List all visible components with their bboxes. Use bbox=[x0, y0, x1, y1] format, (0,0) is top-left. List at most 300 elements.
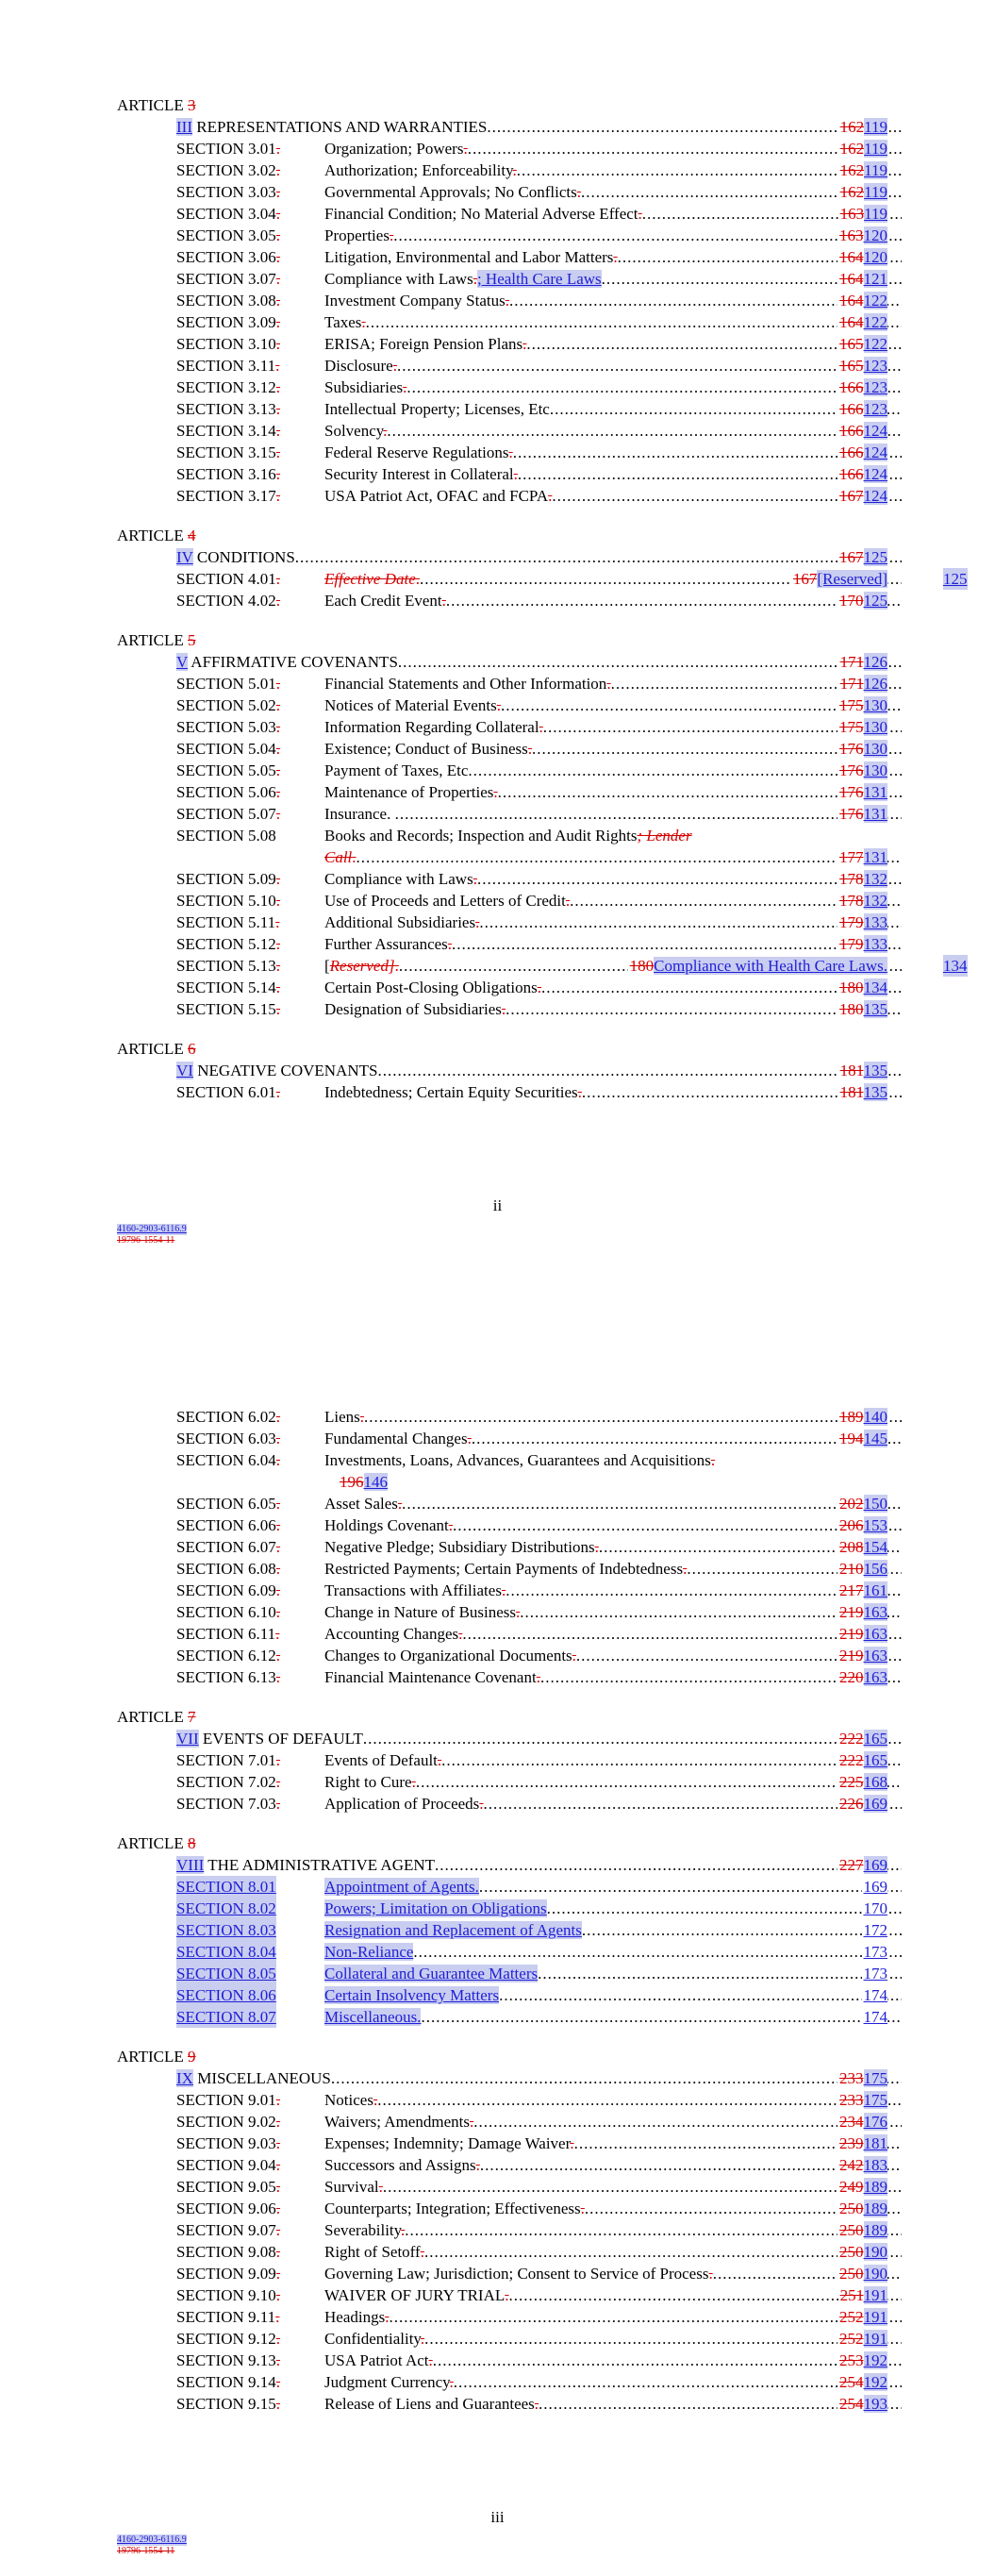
article-heading[interactable] bbox=[0, 546, 995, 568]
toc-entry[interactable] bbox=[0, 333, 995, 355]
section-number: SECTION 3.08. bbox=[176, 292, 281, 309]
section-title: Transactions with Affiliates. ..... bbox=[324, 1580, 902, 1601]
article-block bbox=[0, 2046, 995, 2415]
page-number: ii bbox=[492, 1196, 503, 1214]
section-title: Release of Liens and Guarantees. ..... bbox=[324, 2393, 902, 2415]
article-title: V AFFIRMATIVE COVENANTS ..... bbox=[176, 651, 902, 673]
page-ref: 210156 bbox=[839, 1560, 887, 1578]
page-ref: 219163 bbox=[839, 1603, 887, 1621]
side-page-ref: 134 bbox=[943, 957, 968, 975]
section-number: SECTION 3.06. bbox=[176, 248, 281, 266]
section-number: SECTION 3.16. bbox=[176, 465, 281, 483]
article-title: IV CONDITIONS ..... bbox=[176, 546, 902, 568]
section-number: SECTION 9.06. bbox=[176, 2200, 281, 2217]
article-label: ARTICLE 5 bbox=[117, 631, 196, 649]
toc-entry[interactable] bbox=[0, 1749, 995, 1771]
page-ref: 189140 bbox=[839, 1408, 887, 1426]
toc-entry[interactable] bbox=[0, 868, 995, 890]
section-title: ERISA; Foreign Pension Plans. ..... bbox=[324, 333, 902, 355]
page-ref: 254193 bbox=[839, 2395, 887, 2413]
page-ref: 181135 bbox=[839, 1062, 887, 1079]
section-number: SECTION 5.13. bbox=[176, 957, 281, 975]
section-title: Right of Setoff. ..... bbox=[324, 2241, 902, 2263]
toc-entry[interactable] bbox=[0, 1428, 995, 1449]
toc-entry[interactable] bbox=[0, 2393, 995, 2415]
section-number: SECTION 6.11. bbox=[176, 1625, 280, 1643]
section-title: Liens. ..... bbox=[324, 1406, 902, 1428]
toc-entry[interactable] bbox=[0, 1493, 995, 1514]
section-title: WAIVER OF JURY TRIAL. ..... bbox=[324, 2284, 902, 2306]
page-ref: 174 bbox=[863, 2008, 887, 2026]
section-title: Compliance with Laws. ..... bbox=[324, 868, 902, 890]
toc-entry[interactable] bbox=[0, 803, 995, 825]
section-number: SECTION 3.01. bbox=[176, 140, 281, 158]
section-title: Restricted Payments; Certain Payments of Indebtedness. ..... bbox=[324, 1558, 902, 1580]
section-number: SECTION 3.02. bbox=[176, 161, 281, 179]
toc-entry-continued[interactable] bbox=[0, 1471, 995, 1493]
page-ref: 180134 bbox=[839, 979, 887, 996]
section-number: SECTION 5.01. bbox=[176, 675, 281, 693]
page-ref: 166124 bbox=[839, 443, 887, 461]
section-title: Notices. ..... bbox=[324, 2089, 902, 2111]
page-ref: 175130 bbox=[839, 718, 887, 736]
page-ref: 219163 bbox=[839, 1625, 887, 1643]
toc-entry[interactable] bbox=[0, 463, 995, 485]
page-ref: 254192 bbox=[839, 2373, 887, 2391]
section-title: Books and Records; Inspection and Audit Rights; Lender bbox=[324, 827, 692, 845]
section-title: Asset Sales. ..... bbox=[324, 1493, 902, 1514]
section-title: Severability. ..... bbox=[324, 2219, 902, 2241]
page-ref: 250190 bbox=[839, 2265, 887, 2283]
article-heading[interactable] bbox=[0, 1060, 995, 1081]
section-number: SECTION 7.02. bbox=[176, 1773, 281, 1791]
section-title: Financial Statements and Other Information. ..... bbox=[324, 673, 902, 694]
page-ref: 170125 bbox=[839, 592, 887, 610]
section-title: Organization; Powers. ..... bbox=[324, 138, 902, 159]
toc-entry[interactable] bbox=[0, 225, 995, 246]
section-title: Authorization; Enforceability. ..... bbox=[324, 159, 902, 181]
page-ref: 162119 bbox=[839, 161, 887, 179]
section-title: Waivers; Amendments. ..... bbox=[324, 2111, 902, 2133]
article-label: ARTICLE 6 bbox=[117, 1040, 196, 1058]
toc-page-ii bbox=[0, 94, 995, 1121]
toc-entry[interactable] bbox=[0, 781, 995, 803]
page-ref: 180Compliance with Health Care Laws. bbox=[629, 957, 887, 975]
page-ref: 179133 bbox=[839, 935, 887, 953]
page-ref: 173 bbox=[863, 1943, 887, 1961]
section-number: SECTION 6.05. bbox=[176, 1495, 281, 1513]
toc-entry[interactable] bbox=[0, 738, 995, 760]
toc-entry[interactable] bbox=[0, 268, 995, 290]
toc-entry[interactable] bbox=[0, 590, 995, 611]
article-block bbox=[0, 1832, 995, 2028]
page-ref: 222165 bbox=[839, 1730, 887, 1748]
page-ref: 169 bbox=[863, 1878, 887, 1896]
toc-entry[interactable] bbox=[0, 1514, 995, 1536]
section-title: Properties. ..... bbox=[324, 225, 902, 246]
section-title: Federal Reserve Regulations. ..... bbox=[324, 442, 902, 463]
section-number: SECTION 4.02. bbox=[176, 592, 281, 610]
section-title: Certain Insolvency Matters ..... bbox=[324, 1984, 902, 2006]
toc-entry[interactable] bbox=[0, 1623, 995, 1645]
section-number: SECTION 9.05. bbox=[176, 2178, 281, 2196]
section-number: SECTION 9.11. bbox=[176, 2308, 280, 2326]
page-ref: 239181 bbox=[839, 2134, 887, 2152]
toc-entry[interactable] bbox=[0, 398, 995, 420]
page-ref: 176131 bbox=[839, 805, 887, 823]
toc-entry[interactable] bbox=[0, 1081, 995, 1103]
section-number: SECTION 6.03. bbox=[176, 1430, 281, 1447]
toc-entry[interactable] bbox=[0, 933, 995, 955]
section-title: Events of Default. ..... bbox=[324, 1749, 902, 1771]
section-title: Successors and Assigns. ..... bbox=[324, 2154, 902, 2176]
section-number: SECTION 3.09. bbox=[176, 313, 281, 331]
page-ref: 176130 bbox=[839, 761, 887, 779]
section-number: SECTION 9.07. bbox=[176, 2221, 281, 2239]
toc-entry-inserted[interactable] bbox=[0, 1898, 995, 1919]
section-number: SECTION 5.09. bbox=[176, 870, 281, 888]
page-ref: 176131 bbox=[839, 783, 887, 801]
page-ref: 163119 bbox=[839, 205, 887, 223]
page-ref: 172 bbox=[863, 1921, 887, 1939]
section-number: SECTION 9.09. bbox=[176, 2265, 281, 2283]
section-title: Expenses; Indemnity; Damage Waiver. ..... bbox=[324, 2133, 902, 2154]
page-ref: 206153 bbox=[839, 1516, 887, 1534]
section-number: SECTION 6.07. bbox=[176, 1538, 281, 1556]
section-number: SECTION 8.03 bbox=[176, 1921, 276, 1939]
article-heading[interactable] bbox=[0, 116, 995, 138]
page-ref: 163120 bbox=[839, 226, 887, 244]
page-ref: 178132 bbox=[839, 892, 887, 910]
toc-entry[interactable] bbox=[0, 1580, 995, 1601]
page-ref: 196146 bbox=[340, 1473, 388, 1491]
section-title: Appointment of Agents. ..... bbox=[324, 1876, 902, 1898]
toc-entry[interactable] bbox=[0, 2111, 995, 2133]
section-number: SECTION 8.05 bbox=[176, 1965, 276, 1982]
page-ref: 220163 bbox=[839, 1668, 887, 1686]
section-number: SECTION 3.05. bbox=[176, 226, 281, 244]
section-title: Additional Subsidiaries. ..... bbox=[324, 912, 902, 933]
document-stamp: 4160-2903-6116.9 19796-1554-11 bbox=[117, 1224, 187, 1246]
section-number: SECTION 3.15. bbox=[176, 443, 281, 461]
article-block bbox=[0, 94, 995, 507]
page-ref: 175130 bbox=[839, 696, 887, 714]
section-number: SECTION 9.01. bbox=[176, 2091, 281, 2109]
article-label: ARTICLE 9 bbox=[117, 2048, 196, 2066]
section-number: SECTION 9.13. bbox=[176, 2351, 281, 2369]
section-number: SECTION 3.11. bbox=[176, 357, 280, 375]
article-label: ARTICLE 3 bbox=[117, 96, 196, 114]
page-ref: 233175 bbox=[839, 2091, 887, 2109]
page-ref: 249189 bbox=[839, 2178, 887, 2196]
page-ref: 164120 bbox=[839, 248, 887, 266]
toc-entry[interactable] bbox=[0, 955, 995, 977]
toc-entry[interactable] bbox=[0, 1793, 995, 1815]
page-ref: 171126 bbox=[839, 653, 887, 671]
section-number: SECTION 3.04. bbox=[176, 205, 281, 223]
section-title: Governing Law; Jurisdiction; Consent to Service of Process. ..... bbox=[324, 2263, 902, 2284]
page-ref: 251191 bbox=[839, 2286, 887, 2304]
section-number: SECTION 6.04. bbox=[176, 1451, 281, 1469]
section-title: Powers; Limitation on Obligations ..... bbox=[324, 1898, 902, 1919]
section-title: Accounting Changes. ..... bbox=[324, 1623, 902, 1645]
section-title: Taxes. ..... bbox=[324, 311, 902, 333]
toc-entry[interactable] bbox=[0, 203, 995, 225]
section-title: Further Assurances. ..... bbox=[324, 933, 902, 955]
section-number: SECTION 5.04. bbox=[176, 740, 281, 758]
section-title: Application of Proceeds. ..... bbox=[324, 1793, 902, 1815]
section-number: SECTION 6.06. bbox=[176, 1516, 281, 1534]
article-heading[interactable] bbox=[0, 2067, 995, 2089]
page-ref: 174 bbox=[863, 1986, 887, 2004]
toc-entry[interactable] bbox=[0, 1558, 995, 1580]
toc-entry[interactable] bbox=[0, 1771, 995, 1793]
toc-entry-continued[interactable] bbox=[0, 846, 995, 868]
section-title: Notices of Material Events. ..... bbox=[324, 694, 902, 716]
toc-entry[interactable] bbox=[0, 912, 995, 933]
page-ref: 166124 bbox=[839, 422, 887, 440]
page-ref: 170 bbox=[863, 1899, 887, 1917]
article-label: ARTICLE 4 bbox=[117, 527, 196, 544]
section-title: Non-Reliance ..... bbox=[324, 1941, 902, 1963]
page-ref: 164122 bbox=[839, 292, 887, 309]
toc-entry[interactable] bbox=[0, 290, 995, 311]
section-number: SECTION 3.10. bbox=[176, 335, 281, 353]
toc-entry[interactable] bbox=[0, 2219, 995, 2241]
toc-entry-inserted[interactable] bbox=[0, 1919, 995, 1941]
section-title: Collateral and Guarantee Matters ..... bbox=[324, 1963, 902, 1984]
section-number: SECTION 3.17. bbox=[176, 487, 281, 505]
page-ref: 222165 bbox=[839, 1751, 887, 1769]
toc-entry[interactable] bbox=[0, 2154, 995, 2176]
section-title: Designation of Subsidiaries. ..... bbox=[324, 998, 902, 1020]
section-number: SECTION 7.01. bbox=[176, 1751, 281, 1769]
section-title: Resignation and Replacement of Agents ..... bbox=[324, 1919, 902, 1941]
page-ref: 252191 bbox=[839, 2308, 887, 2326]
toc-entry[interactable] bbox=[0, 825, 995, 846]
section-title: Right to Cure. ..... bbox=[324, 1771, 902, 1793]
toc-entry[interactable] bbox=[0, 1601, 995, 1623]
section-title: Holdings Covenant. ..... bbox=[324, 1514, 902, 1536]
toc-entry[interactable] bbox=[0, 890, 995, 912]
section-number: SECTION 9.08. bbox=[176, 2243, 281, 2261]
page-ref: 242183 bbox=[839, 2156, 887, 2174]
section-title: Compliance with Laws.; Health Care Laws ..... bbox=[324, 268, 902, 290]
article-title: VII EVENTS OF DEFAULT ..... bbox=[176, 1728, 902, 1749]
section-number: SECTION 3.13. bbox=[176, 400, 281, 418]
page-ref: 171126 bbox=[839, 675, 887, 693]
page-ref: 252191 bbox=[839, 2330, 887, 2348]
page-ref: 165123 bbox=[839, 357, 887, 375]
toc-entry[interactable] bbox=[0, 442, 995, 463]
article-title: IX MISCELLANEOUS ..... bbox=[176, 2067, 902, 2089]
toc-entry[interactable] bbox=[0, 1406, 995, 1428]
toc-entry[interactable] bbox=[0, 1449, 995, 1471]
toc-entry[interactable] bbox=[0, 716, 995, 738]
section-title: Subsidiaries. ..... bbox=[324, 376, 902, 398]
toc-entry[interactable] bbox=[0, 420, 995, 442]
page-ref: 164122 bbox=[839, 313, 887, 331]
section-number: SECTION 5.14. bbox=[176, 979, 281, 996]
toc-entry[interactable] bbox=[0, 311, 995, 333]
toc-entry[interactable] bbox=[0, 2133, 995, 2154]
section-number: SECTION 5.03. bbox=[176, 718, 281, 736]
page-ref: 167124 bbox=[839, 487, 887, 505]
toc-entry[interactable] bbox=[0, 1536, 995, 1558]
toc-entry[interactable] bbox=[0, 760, 995, 781]
page-ref: 217161 bbox=[839, 1581, 887, 1599]
toc-entry-inserted[interactable] bbox=[0, 2006, 995, 2028]
page-ref: 167125 bbox=[839, 548, 887, 566]
document-stamp: 4160-2903-6116.9 19796-1554-11 bbox=[117, 2534, 187, 2556]
section-title: Effective Date. ..... bbox=[324, 568, 902, 590]
article-block bbox=[0, 1706, 995, 1815]
section-number: SECTION 6.13. bbox=[176, 1668, 281, 1686]
toc-entry-inserted[interactable] bbox=[0, 1941, 995, 1963]
toc-entry[interactable] bbox=[0, 998, 995, 1020]
section-title: Negative Pledge; Subsidiary Distributions. ..... bbox=[324, 1536, 902, 1558]
article-heading[interactable] bbox=[0, 1728, 995, 1749]
article-block bbox=[0, 1038, 995, 1103]
toc-entry[interactable] bbox=[0, 694, 995, 716]
article-title: VI NEGATIVE COVENANTS ..... bbox=[176, 1060, 902, 1081]
section-title: Payment of Taxes, Etc ..... bbox=[324, 760, 902, 781]
section-number: SECTION 5.15. bbox=[176, 1000, 281, 1018]
page-ref: 162119 bbox=[839, 140, 887, 158]
section-number: SECTION 5.08 bbox=[176, 827, 276, 845]
section-number: SECTION 5.06. bbox=[176, 783, 281, 801]
toc-entry[interactable] bbox=[0, 485, 995, 507]
page-ref: 250190 bbox=[839, 2243, 887, 2261]
article-label: ARTICLE 8 bbox=[117, 1834, 196, 1852]
toc-entry-inserted[interactable] bbox=[0, 1984, 995, 2006]
toc-entry[interactable] bbox=[0, 2263, 995, 2284]
section-number: SECTION 5.02. bbox=[176, 696, 281, 714]
section-number: SECTION 5.10. bbox=[176, 892, 281, 910]
section-title: Confidentiality. ..... bbox=[324, 2328, 902, 2350]
page-ref: 164121 bbox=[839, 270, 887, 288]
page-ref: 178132 bbox=[839, 870, 887, 888]
article-heading[interactable] bbox=[0, 1854, 995, 1876]
toc-entry[interactable] bbox=[0, 2306, 995, 2328]
toc-entry[interactable] bbox=[0, 159, 995, 181]
toc-entry-inserted[interactable] bbox=[0, 1963, 995, 1984]
section-title: Intellectual Property; Licenses, Etc ..... bbox=[324, 398, 902, 420]
page-ref: 194145 bbox=[839, 1430, 887, 1447]
toc-entry[interactable] bbox=[0, 355, 995, 376]
article-block bbox=[0, 525, 995, 611]
section-number: SECTION 8.07 bbox=[176, 2008, 276, 2026]
section-title: Change in Nature of Business. ..... bbox=[324, 1601, 902, 1623]
page-ref: 250189 bbox=[839, 2221, 887, 2239]
toc-entry[interactable] bbox=[0, 181, 995, 203]
section-title: Certain Post-Closing Obligations. ..... bbox=[324, 977, 902, 998]
page-ref: 179133 bbox=[839, 913, 887, 931]
section-title: Changes to Organizational Documents. ..... bbox=[324, 1645, 902, 1666]
section-number: SECTION 3.03. bbox=[176, 183, 281, 201]
section-number: SECTION 7.03. bbox=[176, 1795, 281, 1813]
page-ref: 166123 bbox=[839, 400, 887, 418]
section-title: Security Interest in Collateral. ..... bbox=[324, 463, 902, 485]
toc-entry[interactable] bbox=[0, 2350, 995, 2371]
section-title: Insurance. ..... bbox=[324, 803, 902, 825]
page-ref: 167[Reserved] bbox=[792, 570, 887, 588]
section-title: Survival. ..... bbox=[324, 2176, 902, 2198]
toc-entry[interactable] bbox=[0, 376, 995, 398]
section-title: [Reserved]. ..... bbox=[324, 955, 902, 977]
toc-entry[interactable] bbox=[0, 1645, 995, 1666]
section-number: SECTION 6.02. bbox=[176, 1408, 281, 1426]
page-ref: 177131 bbox=[839, 848, 887, 866]
section-number: SECTION 5.11. bbox=[176, 913, 280, 931]
section-title: Maintenance of Properties. ..... bbox=[324, 781, 902, 803]
section-number: SECTION 5.05. bbox=[176, 761, 281, 779]
page-ref: 162119 bbox=[839, 183, 887, 201]
section-number: SECTION 8.06 bbox=[176, 1986, 276, 2004]
side-page-ref: 125 bbox=[943, 570, 968, 588]
toc-entry[interactable] bbox=[0, 2241, 995, 2263]
page-ref: 233175 bbox=[839, 2069, 887, 2087]
section-title: Headings. ..... bbox=[324, 2306, 902, 2328]
toc-entry[interactable] bbox=[0, 2089, 995, 2111]
toc-entry[interactable] bbox=[0, 1666, 995, 1688]
page-ref: 208154 bbox=[839, 1538, 887, 1556]
page-ref: 165122 bbox=[839, 335, 887, 353]
toc-entry[interactable] bbox=[0, 246, 995, 268]
section-number: SECTION 6.09. bbox=[176, 1581, 281, 1599]
section-number: SECTION 3.12. bbox=[176, 378, 281, 396]
section-title: Financial Maintenance Covenant. ..... bbox=[324, 1666, 902, 1688]
section-title: Investments, Loans, Advances, Guarantees and Acquisitions. bbox=[324, 1451, 716, 1469]
section-title: Disclosure. ..... bbox=[324, 355, 902, 376]
page-ref: 166124 bbox=[839, 465, 887, 483]
section-number: SECTION 9.10. bbox=[176, 2286, 281, 2304]
toc-entry[interactable] bbox=[0, 568, 995, 590]
section-title: Investment Company Status. ..... bbox=[324, 290, 902, 311]
toc-entry[interactable] bbox=[0, 2284, 995, 2306]
article-label: ARTICLE 7 bbox=[117, 1708, 196, 1726]
toc-entry[interactable] bbox=[0, 673, 995, 694]
page-ref: 173 bbox=[863, 1965, 887, 1982]
toc-entry[interactable] bbox=[0, 2198, 995, 2219]
section-number: SECTION 6.10. bbox=[176, 1603, 281, 1621]
section-title: Information Regarding Collateral. ..... bbox=[324, 716, 902, 738]
page-ref: 176130 bbox=[839, 740, 887, 758]
toc-entry[interactable] bbox=[0, 2328, 995, 2350]
section-title: Solvency. ..... bbox=[324, 420, 902, 442]
toc-entry[interactable] bbox=[0, 977, 995, 998]
section-number: SECTION 8.04 bbox=[176, 1943, 276, 1961]
section-number: SECTION 4.01. bbox=[176, 570, 281, 588]
article-title: III REPRESENTATIONS AND WARRANTIES ..... bbox=[176, 116, 902, 138]
section-number: SECTION 9.04. bbox=[176, 2156, 281, 2174]
section-number: SECTION 9.15. bbox=[176, 2395, 281, 2413]
section-number: SECTION 3.07. bbox=[176, 270, 281, 288]
page-number: iii bbox=[490, 2508, 505, 2526]
toc-entry-inserted[interactable] bbox=[0, 1876, 995, 1898]
section-title: Existence; Conduct of Business. ..... bbox=[324, 738, 902, 760]
article-heading[interactable] bbox=[0, 651, 995, 673]
section-title: Financial Condition; No Material Adverse Effect. ..... bbox=[324, 203, 902, 225]
article-block bbox=[0, 629, 995, 1020]
section-title: Use of Proceeds and Letters of Credit. ..... bbox=[324, 890, 902, 912]
section-title: Counterparts; Integration; Effectiveness. ..... bbox=[324, 2198, 902, 2219]
toc-entry[interactable] bbox=[0, 138, 995, 159]
article-continued bbox=[0, 1406, 995, 1688]
toc-entry[interactable] bbox=[0, 2371, 995, 2393]
page-ref: 226169 bbox=[839, 1795, 887, 1813]
toc-entry[interactable] bbox=[0, 2176, 995, 2198]
